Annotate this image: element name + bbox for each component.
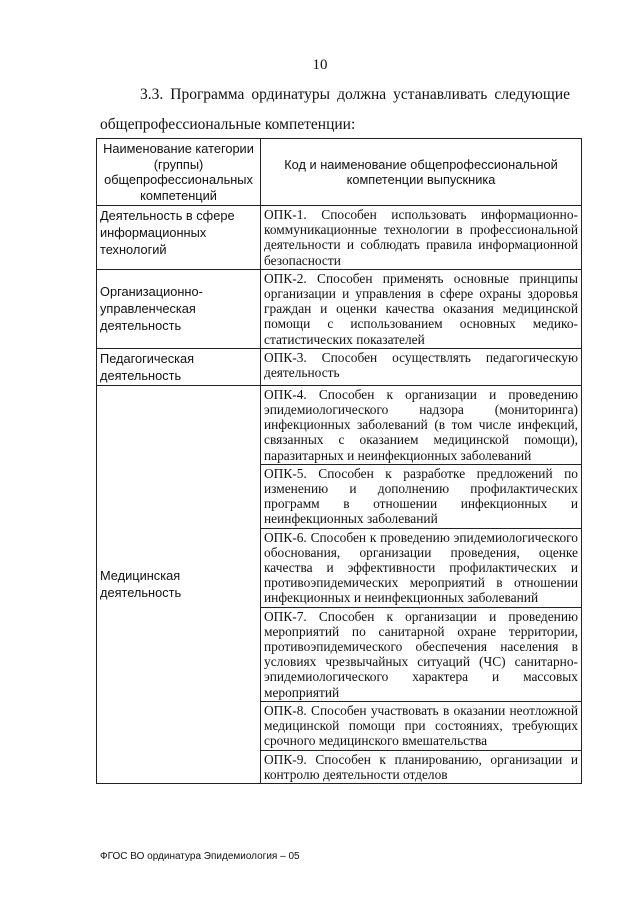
page-number: 10 bbox=[312, 57, 328, 73]
competence-cell: ОПК-7. Способен к организации и проведению мероприятий по санитарной охране территории, противоэпидемического обеспечения населения в условиях чрезвычайных ситуаций (ЧС) санитарно-эпидемиологического характера и массовых мероприятий bbox=[261, 607, 582, 701]
table-header-row bbox=[97, 139, 582, 206]
competencies-table bbox=[96, 138, 582, 784]
competence-cell: ОПК-4. Способен к организации и проведению эпидемиологического надзора (мониторинга) инфекционных заболеваний (в том числе инфекций, связанных с оказанием медицинской помощи), паразитарных и неинфекционных заболеваний bbox=[261, 385, 582, 464]
intro-paragraph: 3.3. Программа ординатуры должна устанавливать следующие bbox=[140, 86, 570, 103]
category-cell: Организационно-управленческая деятельность bbox=[97, 269, 261, 348]
competence-cell: ОПК-2. Способен применять основные принципы организации и управления в сфере охраны здоровья граждан и оценки качества оказания медицинской помощи с использованием основных медико-статистических показателей bbox=[261, 269, 582, 348]
competence-cell: ОПК-6. Способен к проведению эпидемиологического обоснования, организации проведения, оценке качества и эффективности профилактических и противоэпидемических мероприятий в отношении инфекционных и неинфекционных заболеваний bbox=[261, 528, 582, 607]
table-row bbox=[97, 269, 582, 348]
intro-paragraph-continuation: общепрофессиональные компетенции: bbox=[100, 116, 356, 133]
category-cell: Педагогическая деятельность bbox=[97, 348, 261, 385]
competence-cell: ОПК-9. Способен к планированию, организации и контролю деятельности отделов bbox=[261, 750, 582, 783]
competence-cell: ОПК-8. Способен участвовать в оказании неотложной медицинской помощи при состояниях, требующих срочного медицинского вмешательства bbox=[261, 701, 582, 750]
table-row bbox=[97, 348, 582, 385]
category-cell: Деятельность в сфере информационных технологий bbox=[97, 206, 261, 270]
document-footer: ФГОС ВО ординатура Эпидемиология – 05 bbox=[100, 851, 300, 862]
competence-cell: ОПК-3. Способен осуществлять педагогическую деятельность bbox=[261, 348, 582, 385]
competence-cell: ОПК-5. Способен к разработке предложений по изменению и дополнению профилактических программ в отношении инфекционных и неинфекционных заболеваний bbox=[261, 464, 582, 528]
table-row bbox=[97, 385, 582, 464]
header-competence: Код и наименование общепрофессиональной компетенции выпускника bbox=[261, 139, 582, 206]
header-category: Наименование категории (группы) общепрофессиональных компетенций bbox=[97, 139, 261, 206]
table-row bbox=[97, 206, 582, 270]
competence-cell: ОПК-1. Способен использовать информационно-коммуникационные технологии в профессиональной деятельности и соблюдать правила информационной безопасности bbox=[261, 206, 582, 270]
category-cell: Медицинская деятельность bbox=[97, 385, 261, 783]
